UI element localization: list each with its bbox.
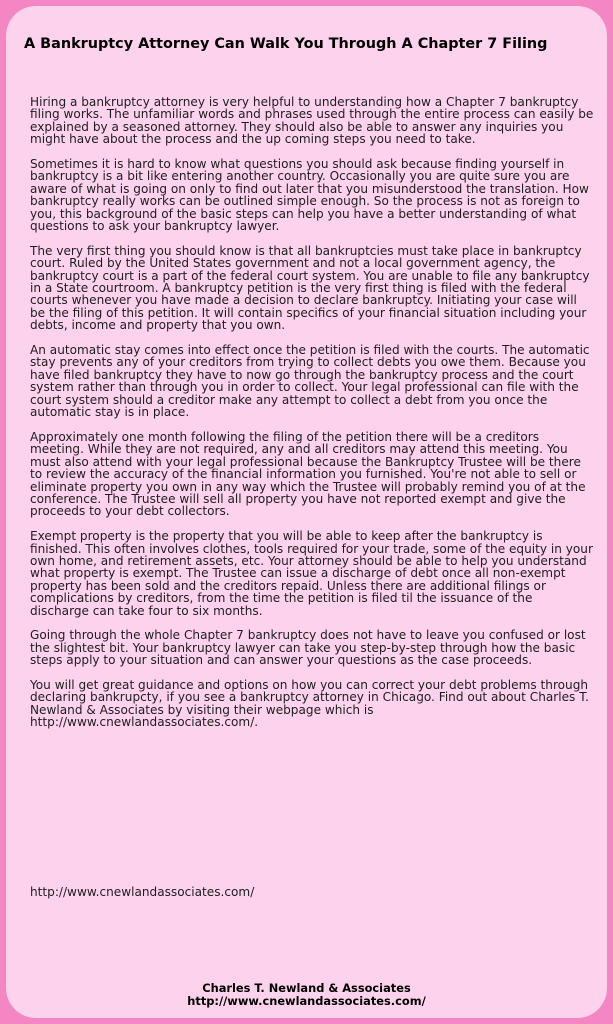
paragraph: You will get great guidance and options on how you can correct your debt problems through declaring bankrupcty, if you see a bankruptcy attorney in Chicago. Find out about Charles T. Newland & Associates by visiting their webpage which is http://www.cnewlandassociates.com/.: [30, 677, 589, 730]
website-url-text: http://www.cnewlandassociates.com/: [30, 885, 255, 899]
article-card: [6, 6, 607, 1018]
paragraph: Approximately one month following the filing of the petition there will be a creditors meeting. While they are not required, any and all creditors may attend this meeting. You must also attend with your legal professional because the Bankruptcy Trustee will be there to review the accuracy of the financial information you furnished. You're not able to sell or eliminate property you own in any way which the Trustee will probably remind you of at the conference. The Trustee will sell all property you have not reported exempt and give the proceeds to your debt collectors.: [30, 429, 586, 519]
paragraph: Sometimes it is hard to know what questions you should ask because finding yourself in bankruptcy is a bit like entering another country. Occasionally you are quite sure you are aware of what is going on only to find out later that you misunderstood the translation. How bankruptcy really works can be outlined simple enough. So the process is not as foreign to you, this background of the basic steps can help you have a better understanding of what questions to ask your bankruptcy lawyer.: [30, 157, 589, 234]
footer: [6, 982, 607, 1008]
article-title: A Bankruptcy Attorney Can Walk You Through A Chapter 7 Filing: [24, 36, 548, 52]
footer-url: http://www.cnewlandassociates.com/: [187, 994, 426, 1008]
article-body: [30, 96, 594, 741]
paragraph: Exempt property is the property that you will be able to keep after the bankruptcy is finished. This often involves clothes, tools required for your trade, some of the equity in your own home, and retirement assets, etc. Your attorney should be able to help you understand what property is exempt. The Trustee can issue a discharge of debt once all non-exempt property has been sold and the creditors repaid. Unless there are additional filings or complications by creditors, from the time the petition is filed til the issuance of the discharge can take four to six months.: [30, 529, 593, 618]
paragraph: Going through the whole Chapter 7 bankruptcy does not have to leave you confused or lost the slightest bit. Your bankruptcy lawyer can take you step-by-step through how the basic steps apply to your situation and can answer your questions as the case proceeds.: [30, 628, 586, 668]
paragraph: Hiring a bankruptcy attorney is very helpful to understanding how a Chapter 7 bankruptcy filing works. The unfamiliar words and phrases used through the entire process can easily be explained by a seasoned attorney. They should also be able to answer any inquiries you might have about the process and the up coming steps you need to take.: [30, 95, 594, 147]
footer-company-name: Charles T. Newland & Associates: [202, 981, 411, 995]
paragraph: The very first thing you should know is that all bankruptcies must take place in bankruptcy court. Ruled by the United States government and not a local government agency, the bankruptcy court is a part of the federal court system. You are unable to file any bankruptcy in a State courtroom. A bankruptcy petition is the very first thing is filed with the federal courts whenever you have made a decision to declare bankruptcy. Initiating your case will be the filing of this petition. It will contain specifics of your financial situation including your debts, income and property that you own.: [30, 243, 590, 333]
paragraph: An automatic stay comes into effect once the petition is filed with the courts. The automatic stay prevents any of your creditors from trying to collect debts you owe them. Because you have filed bankruptcy they have to now go through the bankruptcy process and the court system rather than through you in order to collect. Your legal professional can file with the court system should a creditor make any attempt to collect a debt from you once the automatic stay is in place.: [30, 343, 590, 420]
